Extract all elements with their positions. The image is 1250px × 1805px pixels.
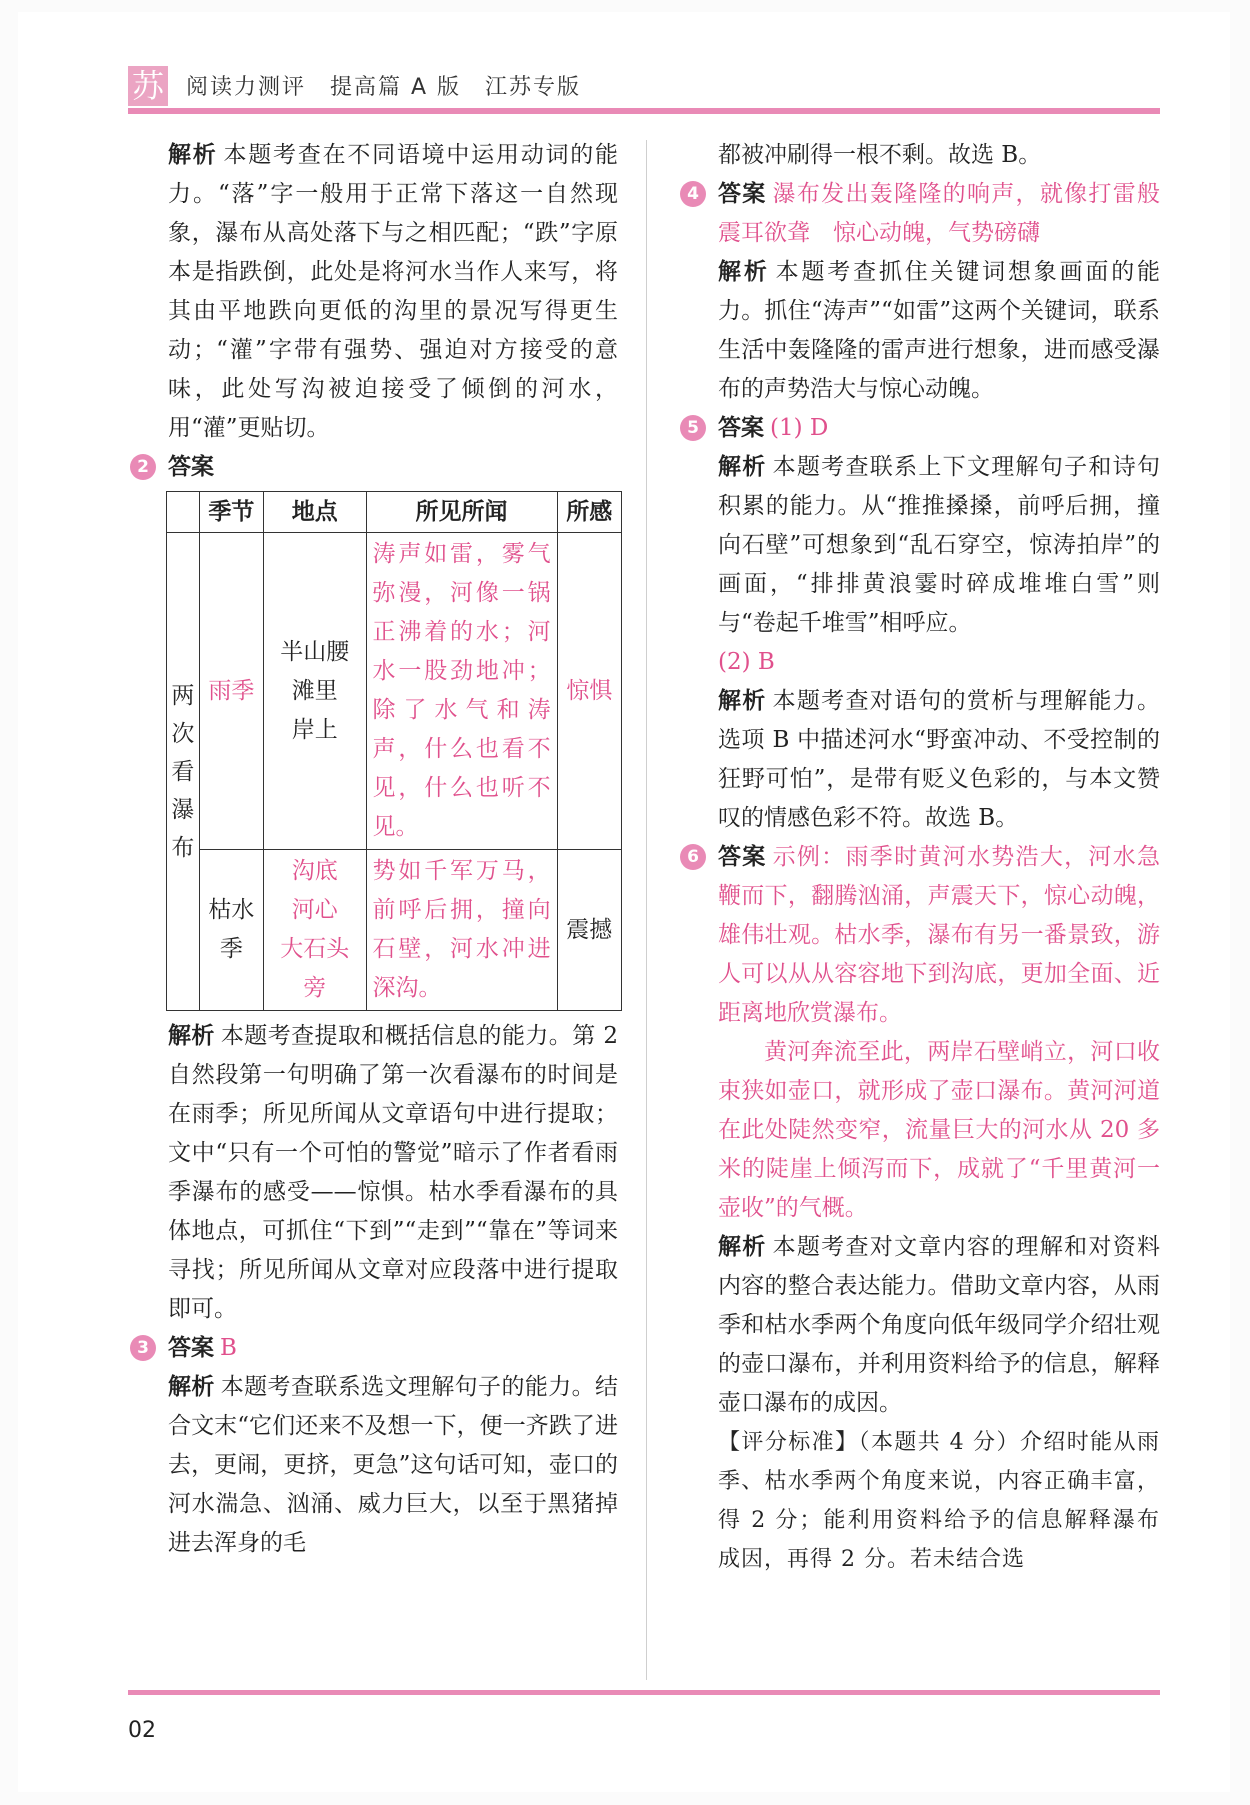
q5-analysis-2 [718, 682, 1160, 838]
q6-answer [687, 838, 1161, 1033]
score-label: 【评分标准】 [718, 1430, 859, 1455]
answer-text: 瀑布发出轰隆隆的响声，就像打雷般震耳欲聋 惊心动魄，气势磅礴 [718, 181, 1161, 246]
analysis-text: 本题考查抓住关键词想象画面的能力。抓住“涛声”“如雷”这两个关键词，联系生活中轰隆隆的雷声进行想象，进而感受瀑布的声势浩大与惊心动魄。 [718, 259, 1160, 402]
analysis-text: 本题考查提取和概括信息的能力。第 2 自然段第一句明确了第一次看瀑布的时间是在雨季；所见所闻从文章语句中进行提取；文中“只有一个可怕的警觉”暗示了作者看雨季瀑布的感受——惊惧。枯水季看瀑布的具体地点，可抓住“下到”“走到”“靠在”等词来寻找；所见所闻从文章对应段落中进行提取即可。 [168, 1023, 619, 1322]
seen-cell: 势如千军万马，前呼后拥，撞向石壁，河水冲进深沟。 [366, 850, 557, 1011]
q3-answer [137, 1329, 618, 1368]
page-number: 02 [128, 1718, 156, 1743]
answer-label: 答案 [718, 415, 764, 441]
q3-analysis-continued: 都被冲刷得一根不剩。故选 B。 [718, 142, 1042, 168]
q6-answer-paragraph-2: 黄河奔流至此，两岸石壁峭立，河口收束狭如壶口，就形成了壶口瀑布。黄河河道在此处陡然变窄，流量巨大的河水从 20 多米的陡崖上倾泻而下，成就了“千里黄河一壶收”的气概。 [718, 1039, 1160, 1221]
column-divider [646, 140, 647, 1680]
analysis-text: 本题考查联系选文理解句子的能力。结合文末“它们还来不及想一下，便一齐跌了进去，更闹，更挤，更急”这句话可知，壶口的河水湍急、汹涌、威力巨大，以至于黑猪掉进去浑身的毛 [168, 1374, 619, 1556]
analysis-label: 解析 [718, 1234, 767, 1260]
table-row [167, 850, 622, 1011]
q3-analysis [168, 1368, 618, 1563]
analysis-label: 解析 [718, 454, 767, 480]
q5-answer [687, 409, 1160, 448]
table-header-cell: 所感 [557, 492, 621, 533]
table-header-cell: 所见所闻 [366, 492, 557, 533]
left-column [137, 136, 619, 1563]
q5-answer-2: (2) B [718, 649, 775, 675]
table-header-cell: 季节 [199, 492, 263, 533]
header-rule [128, 108, 1160, 114]
answer-label: 答案 [718, 181, 767, 207]
group-label-cell [167, 533, 200, 1011]
q6-analysis [718, 1228, 1160, 1423]
question-number: 2 [130, 454, 156, 480]
question-number: 3 [130, 1335, 156, 1361]
answer-text: B [220, 1335, 237, 1361]
analysis-label: 解析 [168, 1374, 215, 1400]
q4-answer [687, 175, 1161, 253]
answer-label: 答案 [168, 1335, 214, 1361]
answer-table [166, 491, 622, 1011]
answer-label: 答案 [168, 454, 214, 480]
analysis-text: 本题考查对语句的赏析与理解能力。选项 B 中描述河水“野蛮冲动、不受控制的狂野可怕”，是带有贬义色彩的，与本文赞叹的情感色彩不符。故选 B。 [718, 688, 1161, 831]
question-number: 4 [680, 181, 706, 207]
province-logo: 苏 [128, 66, 168, 106]
season-cell: 雨季 [199, 533, 263, 850]
analysis-text: 本题考查对文章内容的理解和对资料内容的整合表达能力。借助文章内容，从雨季和枯水季两个角度向低年级同学介绍壮观的壶口瀑布，并利用资料给予的信息，解释壶口瀑布的成因。 [718, 1234, 1161, 1416]
scoring-standard [718, 1423, 1160, 1579]
table-header-row [167, 492, 622, 533]
analysis-label: 解析 [718, 688, 767, 714]
analysis-label: 解析 [168, 142, 218, 168]
seen-cell: 涛声如雷，雾气弥漫，河像一锅正沸着的水；河水一股劲地冲；除了水气和涛声，什么也看不见，什么也听不见。 [366, 533, 557, 850]
table-row [167, 533, 622, 850]
q1-analysis [168, 136, 618, 448]
book-title: 阅读力测评 提高篇 A 版 江苏专版 [186, 75, 582, 100]
analysis-text: 本题考查在不同语境中运用动词的能力。“落”字一般用于正常下落这一自然现象，瀑布从高处落下与之相匹配；“跌”字原本是指跌倒，此处是将河水当作人来写，将其由平地跌向更低的沟里的景况写得更生动；“灌”字带有强势、强迫对方接受的意味，此处写沟被迫接受了倾倒的河水，用“灌”更贴切。 [168, 142, 619, 441]
footer-rule [128, 1690, 1160, 1695]
feel-cell: 惊惧 [557, 533, 621, 850]
analysis-label: 解析 [718, 259, 770, 285]
q5-analysis-1 [718, 448, 1160, 643]
right-column [687, 136, 1161, 1579]
answer-text: 示例：雨季时黄河水势浩大，河水急鞭而下，翻腾汹涌，声震天下，惊心动魄，雄伟壮观。枯水季，瀑布有另一番景致，游人可以从从容容地下到沟底，更加全面、近距离地欣赏瀑布。 [718, 844, 1161, 1026]
table-header-cell [167, 492, 200, 533]
place-cell: 沟底 河心 大石头旁 [264, 850, 366, 1011]
group-label: 两次看瀑布 [171, 682, 195, 861]
question-number: 6 [680, 844, 706, 870]
place-cell: 半山腰 滩里 岸上 [264, 533, 366, 850]
score-text: （本题共 4 分）介绍时能从雨季、枯水季两个角度来说，内容正确丰富，得 2 分；能利用资料给予的信息解释瀑布成因，再得 2 分。若未结合选 [718, 1430, 1160, 1572]
question-number: 5 [680, 415, 706, 441]
q2-analysis [168, 1017, 618, 1329]
analysis-text: 本题考查联系上下文理解句子和诗句积累的能力。从“推推搡搡，前呼后拥，撞向石壁”可想象到“乱石穿空，惊涛拍岸”的画面，“排排黄浪霎时碎成堆堆白雪”则与“卷起千堆雪”相呼应。 [718, 454, 1161, 636]
page-header [128, 60, 1160, 110]
table-header-cell: 地点 [264, 492, 366, 533]
answer-text: (1) D [770, 415, 829, 441]
analysis-label: 解析 [168, 1023, 215, 1049]
feel-cell: 震撼 [557, 850, 621, 1011]
q4-analysis [718, 253, 1160, 409]
answer-label: 答案 [718, 844, 767, 870]
season-cell: 枯水季 [199, 850, 263, 1011]
q2-answer [137, 448, 618, 487]
